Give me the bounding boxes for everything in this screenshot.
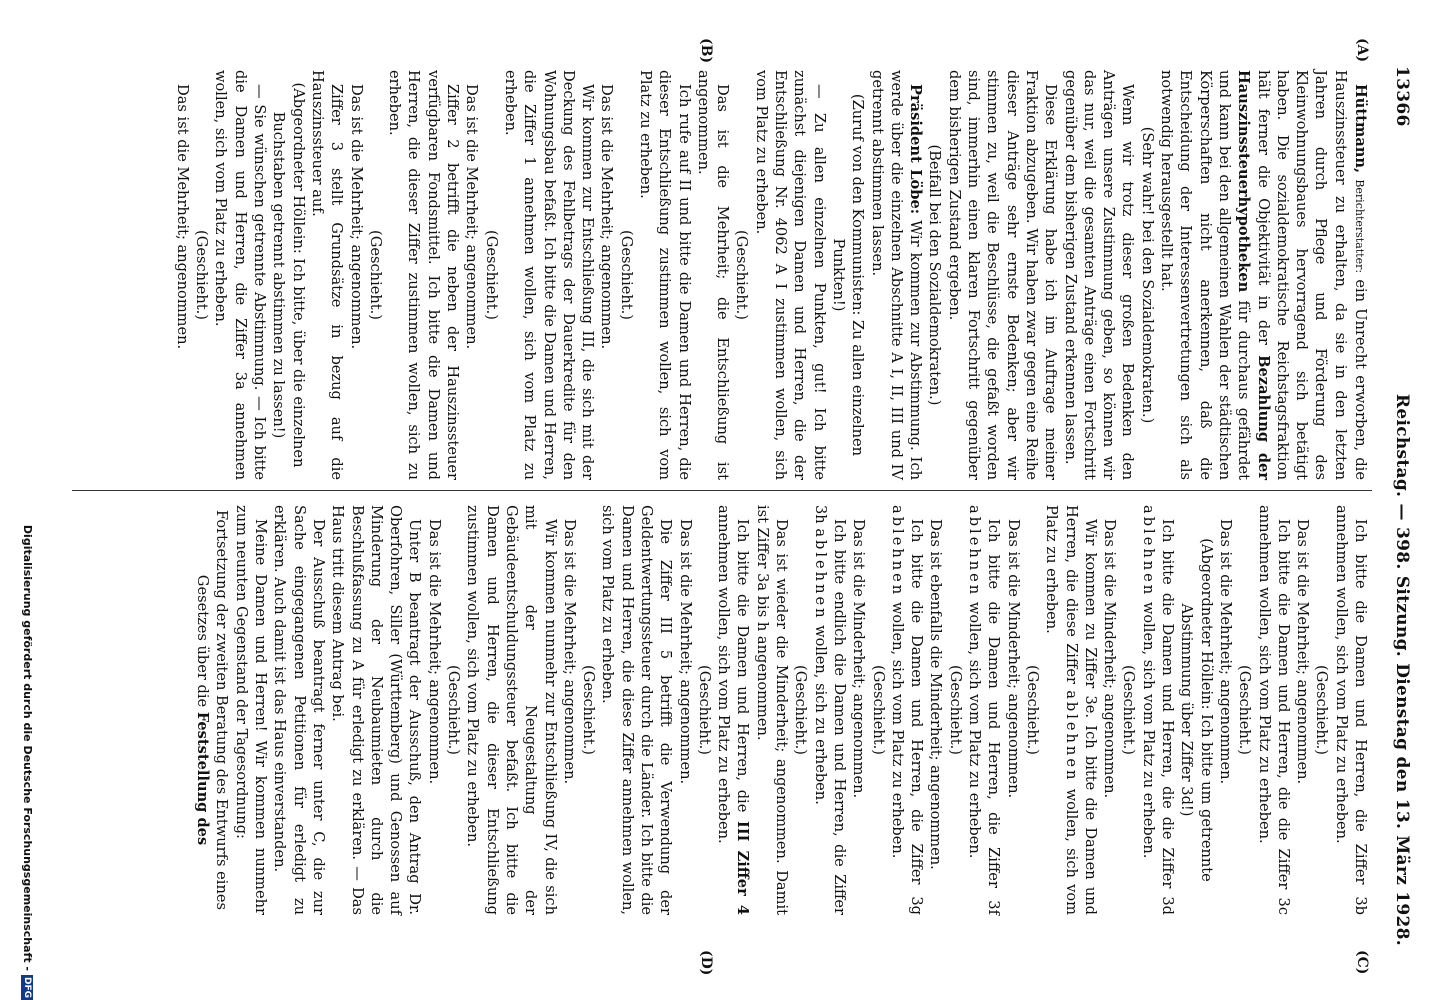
paragraph: Ich bitte die Damen und Herren, die die Ziffer 3c annehmen wollen, sich vom Platz zu erheben. [1255,505,1292,915]
interjection: (Geschieht.) [869,665,887,755]
paragraph: Wir kommen zu Ziffer 3e. Ich bitte die Damen und Herren, die diese Ziffer ablehnen wollen, sich vom Platz zu erheben. [1043,505,1099,915]
margin-mark-b: (B) [698,38,714,64]
paragraph: Ich bitte die Damen und Herren, die Ziffer 3g ablehnen wollen, sich vom Platz zu erheben. [888,505,926,915]
interjection: (Geschieht.) [617,230,635,320]
margin-mark-d: (D) [698,950,714,976]
interjection: (Geschieht.) [445,665,463,755]
interjection: (Geschieht.) [193,230,211,320]
page-header [1392,66,1412,946]
interjection: (Geschieht.) [695,665,713,755]
paragraph: Präsident Löbe: Wir kommen zur Abstimmung. Ich werde über die einzelnen Abschnitte A I, II, III und IV getrennt abstimmen lassen. [868,70,925,481]
paragraph: Die Ziffer III 5 betrifft die Verwendung der Geldentwertungssteuer durch die Länder. Ich bitte die Damen und Herren, die diese Ziffer annehmen wollen, sich vom Platz zu erheben. [599,505,675,915]
paragraph: Ich bitte endlich die Damen und Herren, die Ziffer 3h ablehnen wollen, sich zu erheben. [811,505,848,915]
column-divider [72,490,1372,491]
paragraph: Das ist die Mehrheit; angenommen. [1216,519,1234,785]
paragraph: Das ist die Minderheit; angenommen. [850,519,868,799]
interjection: (Geschieht.) [1236,665,1254,755]
interjection: (Zuruf von den Kommunisten: Zu allen einzelnen Punkten!) [829,93,867,457]
interjection: (Sehr wahr! bei den Sozialdemokraten.) [1138,126,1156,424]
paragraph: Das ist die Mehrheit; angenommen. [1294,519,1312,785]
interjection: (Geschieht.) [482,230,500,320]
paragraph: Das ist ebenfalls die Minderheit; angenommen. [927,519,945,870]
page-number: 13366 [1392,66,1412,127]
digitization-credit: Digitalisierung gefördert durch die Deutsche Forschungsgemeinschaft -DFG [21,524,34,998]
interjection: (Geschieht.) [733,230,751,320]
paragraph: Das ist die Mehrheit; angenommen. [425,519,443,785]
paragraph: Das ist die Mehrheit; angenommen. [676,519,694,785]
paragraph: Das ist wieder die Minderheit; angenommen. Damit ist Ziffer 3a bis h angenommen. [753,505,791,915]
interjection: (Geschieht.) [792,665,810,755]
paragraph: Das ist die Mehrheit; die Entschließung ist angenommen. [694,70,732,480]
paragraph: Das ist die Mehrheit; angenommen. [560,519,578,785]
paragraph: — Zu allen einzelnen Punkten, gut! Ich bitte zunächst diejenigen Damen und Herren, die der Entschließung Nr. 4062 A I zustimmen wollen, sich vom Platz zu erheben. [752,70,828,480]
paragraph: Das ist die Mehrheit; angenommen. [463,84,481,350]
paragraph: Ich bitte die Damen und Herren, die Ziffer 3b annehmen wollen, sich vom Platz zu erheben. [1332,505,1369,915]
paragraph: Ich rufe auf II und bitte die Damen und Herren, die dieser Entschließung zustimmen wollen, sich vom Platz zu erheben. [637,70,693,480]
left-column [173,70,1370,480]
paragraph: Hüttmann, Berichterstatter: ein Unrecht erworben, die Hauszinssteuer zu erhalten, da sie in den letzten Jahren durch Pflege und Förderung des Kleinwohnungsbaues hervorragend sich betätigt haben. Die sozialdemokratische Reichstagsfraktion hält ferner die Objektivität in der Bezahlung der Hauszinssteuerhypotheken für durchaus gefährdet und kann bei den allgemeinen Wahlen der städtischen Körperschaften nicht anerkennen, daß die Entscheidung der Interessenvertretungen sich als notwendig herausgestellt hat. [1158,70,1369,481]
interjection: (Geschieht.) [1313,665,1331,755]
paragraph: Das ist die Mehrheit; angenommen. [173,84,191,350]
paragraph: Das ist die Mehrheit; angenommen. [598,84,616,350]
page-title: Reichstag. — 398. Sitzung. Dienstag den 13. März 1928. [1392,393,1412,946]
interjection: (Beifall bei den Sozialdemokraten.) [926,144,944,406]
paragraph: Ziffer 2 betrifft die neben der Hauszinssteuer verfügbaren Fondsmittel. Ich bitte die Damen und Herren, die dieser Ziffer zustimmen wollen, sich zu erheben. [386,70,462,480]
paragraph: — Sie wünschen getrennte Abstimmung. — Ich bitte die Damen und Herren, die Ziffer 3a annehmen wollen, sich vom Platz zu erheben. [212,70,269,480]
interjection: (Abgeordneter Höllein: Ich bitte, über die einzelnen Buchstaben getrennt abstimmen zu lassen!) [270,82,307,468]
interjection: (Geschieht.) [580,665,598,755]
paragraph: Das ist die Mehrheit; angenommen. [347,84,365,350]
right-column [193,505,1370,915]
paragraph: Ziffer 3 stellt Grundsätze in bezug auf die Hauszinssteuer auf. [308,70,346,480]
paragraph: Wir kommen zur Entschließung III, die sich mit der Deckung des Fehlbetrags der Dauerkredite für den Wohnungsbau befaßt. Ich bitte die Damen und Herren, die Ziffer 1 annehmen wollen, sich vom Platz zu erheben. [501,70,597,480]
interjection: (Geschieht.) [366,230,384,320]
dfg-logo: DFG [22,976,32,998]
paragraph: Ich bitte die Damen und Herren, die Ziffer 3f ablehnen wollen, sich vom Platz zu erheben. [966,505,1003,915]
paragraph: Wir kommen nunmehr zur Entschließung IV, die sich mit der Neugestaltung der Gebäudeentschuldungssteuer befaßt. Ich bitte die Damen und Herren, die dieser Entschließung zustimmen wollen, sich vom Platz zu erheben. [464,505,559,915]
paragraph: Meine Damen und Herren! Wir kommen nunmehr zum neunten Gegenstand der Tagesordnung: [232,505,270,915]
paragraph: Ich bitte die Damen und Herren, die III Ziffer 4 annehmen wollen, sich vom Platz zu erheben. [715,505,752,916]
margin-mark-c: (C) [1354,950,1370,975]
paragraph: Der Ausschuß beantragt ferner unter C, die zur Sache eingegangenen Petitionen für erledigt zu erklären. Auch damit ist das Haus einverstanden. [271,505,327,915]
paragraph: Unter B beantragt der Ausschuß, den Antrag Dr. Oberfohren, Siller (Württemberg) und Genossen auf Minderung der Neubaumieten durch die Beschlußfassung zu A für erledigt zu erklären. — Das Haus tritt diesem Antrag bei. [329,505,424,915]
interjection: (Geschieht.) [1120,665,1138,755]
paragraph: Das ist die Minderheit; angenommen. [1101,519,1119,799]
agenda-item: Fortsetzung der zweiten Beratung des Entwurfs eines Gesetzes über die Feststellung des [194,510,231,910]
paragraph: Wenn wir trotz dieser großen Bedenken den Anträgen unsere Zustimmung geben, so können wir das nur, weil die gesamten Anträge einen Fortschritt gegenüber dem bisherigen Zustand erkennen lassen. [1061,70,1137,480]
margin-mark-a: (A) [1354,38,1370,63]
paragraph: Das ist die Minderheit; angenommen. [1004,519,1022,799]
paragraph: Diese Erklärung habe ich im Auftrage meiner Fraktion abzugeben. Wir haben zwar gegen eine Reihe dieser Anträge sehr ernste Bedenken; aber wir stimmen zu, weil die Beschlüsse, die gefaßt worden sind, immerhin einen klaren Fortschritt gegenüber dem bisherigen Zustand ergeben. [945,70,1060,480]
interjection: (Geschieht.) [946,665,964,755]
interjection: (Abgeordneter Höllein: Ich bitte um getrennte Abstimmung über Ziffer 3d!) [1178,538,1215,882]
paragraph: Ich bitte die Damen und Herren, die die Ziffer 3d ablehnen wollen, sich vom Platz zu erheben. [1139,505,1177,915]
interjection: (Geschieht.) [1023,665,1041,755]
